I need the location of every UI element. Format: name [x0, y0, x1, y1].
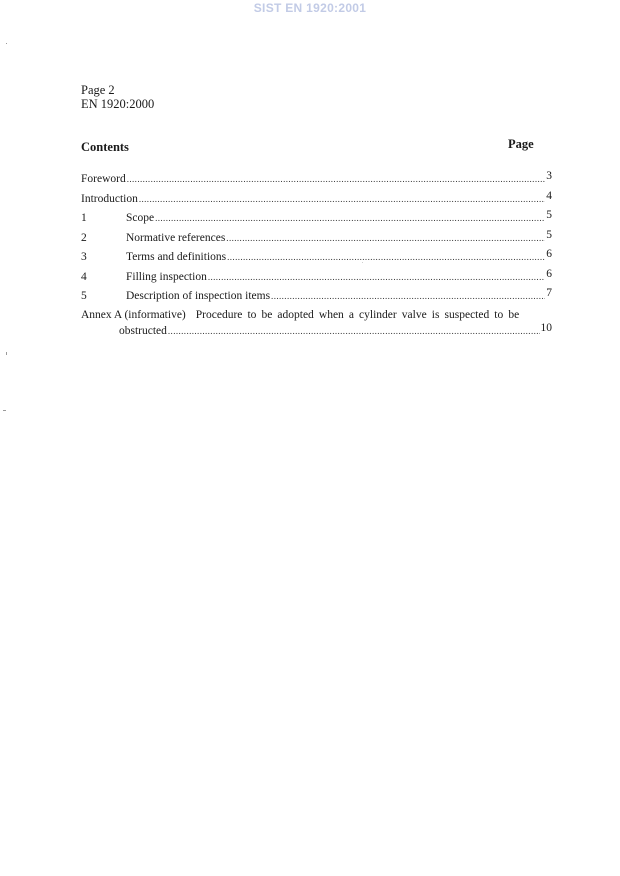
- toc-entry-title: Scope: [126, 212, 155, 224]
- toc-entry-page: 6: [546, 267, 552, 280]
- toc-entry-page: 4: [546, 189, 552, 202]
- dot-leader: [227, 252, 545, 262]
- scan-speck: [6, 352, 7, 355]
- toc-entry-title: Foreword: [81, 173, 126, 185]
- page-column-title: Page: [508, 137, 534, 151]
- dot-leader: [271, 291, 545, 301]
- toc-entry-foreword[interactable]: [81, 170, 552, 193]
- standard-reference: EN 1920:2000: [81, 97, 155, 111]
- dot-leader: [208, 272, 545, 282]
- toc-entry-title: Filling inspection: [126, 270, 207, 283]
- page-number-label: Page 2: [81, 83, 115, 97]
- toc-entry-page: 5: [546, 228, 552, 241]
- page-header: [81, 83, 154, 111]
- toc-entry-normative-references[interactable]: [81, 228, 552, 252]
- toc-entry-title: Terms and definitions: [126, 251, 227, 263]
- toc-entry-number: 1: [81, 212, 87, 224]
- annex-title-line1: Procedure to be adopted when a cylinder valve is suspected to be: [195, 308, 520, 321]
- scan-speck: [362, 262, 363, 263]
- toc-entry-annex-a[interactable]: [81, 309, 552, 341]
- dot-leader: [139, 194, 545, 204]
- toc-entry-title: Introduction: [81, 192, 138, 205]
- dot-leader: [168, 326, 540, 336]
- toc-entry-page: 3: [546, 170, 552, 182]
- scan-speck: [3, 410, 6, 411]
- toc-entry-description-of-inspection-items[interactable]: [81, 287, 552, 310]
- toc-entry-number: 2: [81, 231, 87, 244]
- toc-entry-page: 5: [546, 209, 552, 221]
- toc-entry-number: 3: [81, 251, 87, 263]
- annex-title-line2: obstructed: [119, 324, 167, 337]
- toc-entry-terms-and-definitions[interactable]: [81, 248, 552, 271]
- scan-speck: [6, 43, 7, 44]
- annex-page: 10: [540, 321, 552, 334]
- dot-leader: [226, 233, 545, 243]
- table-of-contents: [81, 170, 552, 341]
- toc-entry-number: 4: [81, 270, 87, 283]
- toc-entry-filling-inspection[interactable]: [81, 267, 552, 291]
- toc-entry-number: 5: [81, 290, 87, 302]
- toc-entry-title: Description of inspection items: [126, 290, 271, 302]
- annex-label: Annex A (informative): [81, 308, 186, 321]
- toc-entry-title: Normative references: [126, 231, 226, 244]
- toc-entry-page: 7: [546, 287, 552, 299]
- dot-leader: [155, 213, 545, 223]
- toc-entry-introduction[interactable]: [81, 189, 552, 213]
- contents-title: Contents: [81, 140, 129, 154]
- toc-entry-page: 6: [546, 248, 552, 260]
- toc-entry-scope[interactable]: [81, 209, 552, 232]
- dot-leader: [127, 174, 546, 184]
- watermark: SIST EN 1920:2001: [253, 1, 367, 15]
